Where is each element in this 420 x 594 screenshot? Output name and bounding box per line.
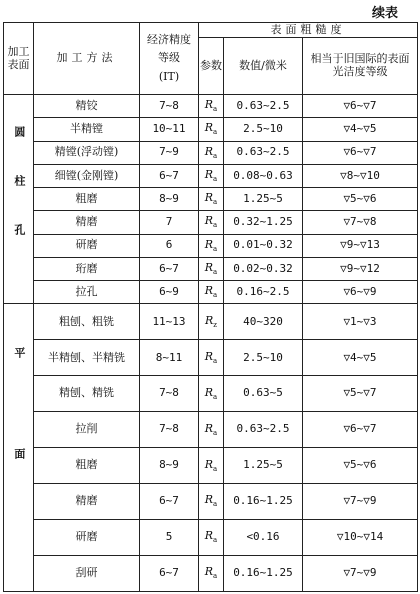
header-grade-line3: (IT): [158, 69, 180, 83]
grade-cell: 8~9: [140, 448, 199, 484]
header-grade-line2: 等级: [158, 51, 180, 65]
param-subscript: a: [213, 392, 218, 401]
table-row: [4, 340, 418, 376]
grade-cell: 7~8: [140, 95, 199, 118]
old-standard-cell: ▽4~▽5: [303, 118, 418, 141]
grade-cell: 7~9: [140, 141, 199, 164]
param-letter: R: [204, 237, 214, 251]
old-standard-cell: ▽5~▽6: [303, 188, 418, 211]
param-subscript: a: [213, 268, 218, 277]
value-cell: 1.25~5: [224, 448, 303, 484]
grade-cell: 5: [140, 520, 199, 556]
method-cell: 拉削: [34, 412, 140, 448]
old-standard-cell: ▽6~▽7: [303, 412, 418, 448]
old-standard-cell: ▽6~▽7: [303, 141, 418, 164]
value-cell: 0.02~0.32: [224, 257, 303, 280]
param-letter: R: [204, 191, 214, 205]
old-standard-cell: ▽10~▽14: [303, 520, 418, 556]
param-subscript: a: [213, 572, 218, 581]
method-cell: 粗磨: [34, 188, 140, 211]
param-cell: [199, 484, 224, 520]
old-standard-cell: ▽8~▽10: [303, 164, 418, 187]
param-cell: [199, 257, 224, 280]
param-cell: [199, 340, 224, 376]
header-param: 参数: [199, 38, 224, 95]
method-cell: 研磨: [34, 234, 140, 257]
param-subscript: a: [213, 291, 218, 300]
table-row: [4, 412, 418, 448]
old-standard-cell: ▽6~▽9: [303, 281, 418, 304]
grade-cell: 7~8: [140, 412, 199, 448]
param-cell: [199, 448, 224, 484]
value-cell: 0.32~1.25: [224, 211, 303, 234]
param-cell: [199, 95, 224, 118]
param-subscript: a: [213, 356, 218, 365]
table-row: [4, 555, 418, 591]
method-cell: 粗磨: [34, 448, 140, 484]
param-cell: [199, 164, 224, 187]
surface-category: [4, 304, 34, 592]
table-row: [4, 188, 418, 211]
param-cell: [199, 412, 224, 448]
param-subscript: a: [213, 105, 218, 114]
param-letter: R: [204, 98, 214, 112]
grade-cell: 6~7: [140, 555, 199, 591]
param-subscript: a: [213, 536, 218, 545]
param-subscript: a: [213, 428, 218, 437]
param-letter: R: [204, 284, 214, 298]
grade-cell: 6~9: [140, 281, 199, 304]
grade-cell: 8~9: [140, 188, 199, 211]
table-row: [4, 484, 418, 520]
value-cell: 40~320: [224, 304, 303, 340]
value-cell: 0.16~2.5: [224, 281, 303, 304]
param-subscript: a: [213, 244, 218, 253]
value-cell: 2.5~10: [224, 118, 303, 141]
continued-label: 续表: [372, 6, 399, 21]
param-letter: R: [204, 457, 214, 471]
param-letter: R: [204, 214, 214, 228]
method-cell: 珩磨: [34, 257, 140, 280]
old-standard-cell: ▽1~▽3: [303, 304, 418, 340]
table-row: [4, 141, 418, 164]
grade-cell: 6~7: [140, 164, 199, 187]
param-subscript: a: [213, 221, 218, 230]
param-cell: [199, 376, 224, 412]
value-cell: 0.16~1.25: [224, 484, 303, 520]
method-cell: 拉孔: [34, 281, 140, 304]
old-standard-cell: ▽5~▽7: [303, 376, 418, 412]
table-row: [4, 376, 418, 412]
value-cell: 0.08~0.63: [224, 164, 303, 187]
method-cell: 精磨: [34, 484, 140, 520]
value-cell: <0.16: [224, 520, 303, 556]
param-subscript: a: [213, 198, 218, 207]
header-roughness: 表面粗糙度: [199, 23, 418, 38]
grade-cell: 7: [140, 211, 199, 234]
table-row: [4, 304, 418, 340]
param-subscript: a: [213, 128, 218, 137]
param-subscript: a: [213, 151, 218, 160]
method-cell: 精镗(浮动镗): [34, 141, 140, 164]
method-cell: 细镗(金刚镗): [34, 164, 140, 187]
value-cell: 0.63~2.5: [224, 95, 303, 118]
method-cell: 粗刨、粗铣: [34, 304, 140, 340]
header-grade-line1: 经济精度: [147, 32, 191, 46]
param-cell: [199, 234, 224, 257]
param-subscript: z: [213, 321, 217, 330]
roughness-table: [3, 22, 418, 592]
table-row: [4, 95, 418, 118]
param-letter: R: [204, 260, 214, 274]
table-row: [4, 164, 418, 187]
param-cell: [199, 555, 224, 591]
table-row: [4, 257, 418, 280]
param-subscript: a: [213, 175, 218, 183]
method-cell: 精铰: [34, 95, 140, 118]
param-letter: R: [204, 493, 214, 507]
old-standard-cell: ▽5~▽6: [303, 448, 418, 484]
surface-category: [4, 95, 34, 304]
param-letter: R: [204, 121, 214, 135]
method-cell: 刮研: [34, 555, 140, 591]
value-cell: 0.63~2.5: [224, 412, 303, 448]
grade-cell: 11~13: [140, 304, 199, 340]
param-cell: [199, 520, 224, 556]
param-letter: R: [204, 385, 214, 399]
param-letter: R: [204, 565, 214, 579]
method-cell: 半精刨、半精铣: [34, 340, 140, 376]
table-row: [4, 234, 418, 257]
header-value: 数值/微米: [224, 38, 303, 95]
grade-cell: 6: [140, 234, 199, 257]
table-row: [4, 448, 418, 484]
value-cell: 0.16~1.25: [224, 555, 303, 591]
param-letter: R: [204, 349, 214, 363]
grade-cell: 10~11: [140, 118, 199, 141]
param-cell: [199, 118, 224, 141]
param-letter: R: [204, 529, 214, 543]
old-standard-cell: ▽9~▽12: [303, 257, 418, 280]
param-letter: R: [205, 313, 214, 327]
header-old-standard: 相当于旧国际的表面光洁度等级: [303, 38, 418, 95]
param-letter: R: [204, 421, 214, 435]
old-standard-cell: ▽9~▽13: [303, 234, 418, 257]
value-cell: 1.25~5: [224, 188, 303, 211]
value-cell: 2.5~10: [224, 340, 303, 376]
grade-cell: 7~8: [140, 376, 199, 412]
method-cell: 研磨: [34, 520, 140, 556]
grade-cell: 6~7: [140, 484, 199, 520]
method-cell: 精磨: [34, 211, 140, 234]
table-row: [4, 118, 418, 141]
table-row: [4, 281, 418, 304]
table-row: [4, 211, 418, 234]
param-subscript: a: [213, 500, 218, 509]
param-cell: [199, 281, 224, 304]
value-cell: 0.63~2.5: [224, 141, 303, 164]
param-letter: R: [204, 167, 214, 181]
old-standard-cell: ▽7~▽9: [303, 555, 418, 591]
param-cell: [199, 211, 224, 234]
header-surface: 加工表面: [4, 23, 34, 95]
value-cell: 0.01~0.32: [224, 234, 303, 257]
param-subscript: a: [213, 464, 218, 473]
header-method: 加工方法: [34, 23, 140, 95]
value-cell: 0.63~5: [224, 376, 303, 412]
surface-category-text: 平面: [12, 346, 26, 549]
old-standard-cell: ▽7~▽8: [303, 211, 418, 234]
header-grade: [140, 23, 199, 95]
param-cell: [199, 304, 224, 340]
old-standard-cell: ▽7~▽9: [303, 484, 418, 520]
param-letter: R: [204, 144, 214, 158]
grade-cell: 6~7: [140, 257, 199, 280]
old-standard-cell: ▽4~▽5: [303, 340, 418, 376]
grade-cell: 8~11: [140, 340, 199, 376]
old-standard-cell: ▽6~▽7: [303, 95, 418, 118]
param-cell: [199, 188, 224, 211]
table-row: [4, 520, 418, 556]
param-cell: [199, 141, 224, 164]
surface-category-text: 圆柱孔: [12, 125, 26, 273]
method-cell: 半精镗: [34, 118, 140, 141]
method-cell: 精刨、精铣: [34, 376, 140, 412]
table-body: [4, 95, 418, 592]
